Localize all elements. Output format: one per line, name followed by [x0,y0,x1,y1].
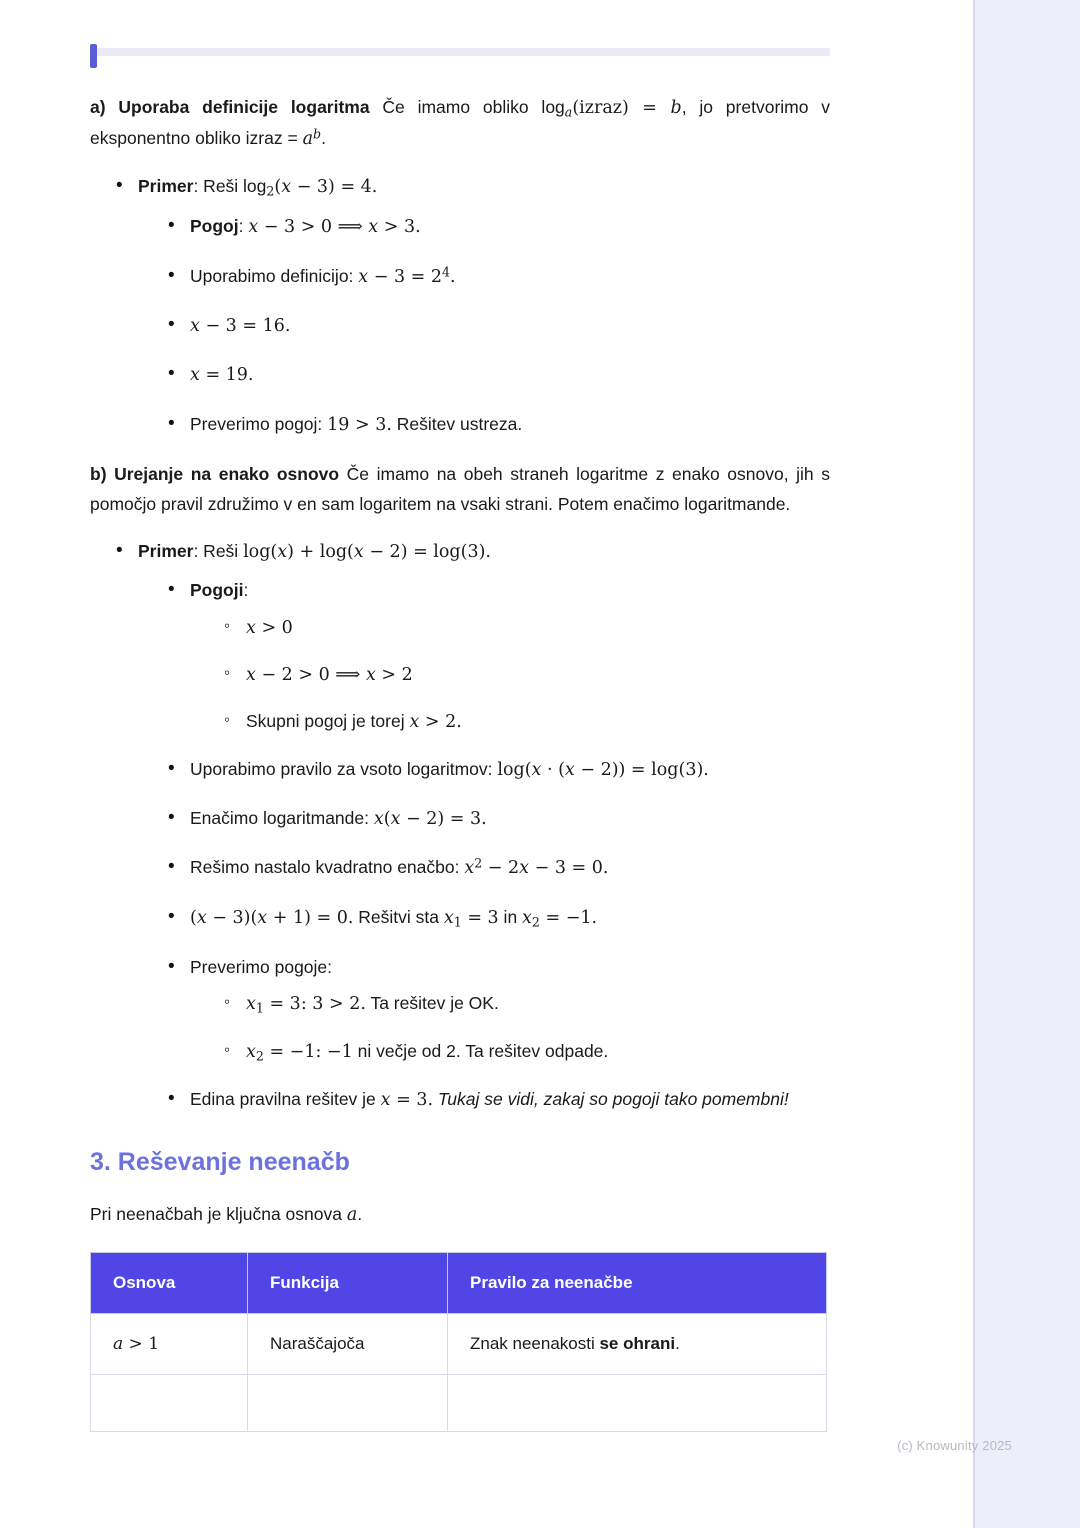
cell-pravilo: Znak neenakosti se ohrani. [448,1314,827,1375]
watermark: (c) Knowunity 2025 [897,1438,1012,1453]
section-a-text-4: , jo pretvorimo v eksponentno obliko izraz = [90,97,831,149]
section-a-text-5: $a^b$ [302,126,322,150]
cell-empty [448,1375,827,1432]
section-b-checks [190,989,830,1067]
section-b-text: Če imamo na obeh straneh logaritme z enako osnovo, jih s pomočjo pravil združimo v en sam logaritem na vsaki strani. Potem enačimo logaritmande. [90,463,830,514]
list-item: • Pogoj: x − 3 > 0 ⟹ x > 3. [168,212,830,241]
list-item: • Uporabimo definicijo: $x - 3 = 2^4$. [168,262,830,291]
list-item: ◦ Skupni pogoj je torej x > 2. [224,707,830,736]
example-label: Primer [138,176,194,197]
list-item: • Rešimo nastalo kvadratno enačbo: $x^2 - 2x - 3 = 0$. [168,853,830,882]
section-a-text-2: (izraz) = [572,98,671,118]
list-item: ◦ x − 2 > 0 ⟹ x > 2 [224,660,830,689]
section-b-paragraph [90,459,830,519]
example-text-post: (x − 3) = 4. [274,177,378,198]
section-a-text-3: b [670,98,682,118]
example-text-pre: : Reši log [193,176,267,197]
document-content [90,48,830,1432]
section-3-intro: Pri neenačbah je ključna osnova a. [90,1204,363,1226]
list-item: • x = 19. [168,360,830,389]
cell-empty [248,1375,448,1432]
section-a-text-1: Če imamo obliko log [369,97,565,117]
list-item: ◦ $x_1 = 3$: 3 > 2. Ta rešitev je OK. [224,989,830,1019]
list-item: ◦ $x_2 = -1$: −1 ni večje od 2. Ta rešitev odpade. [224,1037,830,1067]
example-log-base: 2 [266,183,275,199]
list-item: • Edina pravilna rešitev je x = 3. Tukaj se vidi, zakaj so pogoji tako pomembni! [168,1085,830,1114]
list-item: • Uporabimo pravilo za vsoto logaritmov: log(x · (x − 2)) = log(3). [168,755,830,784]
section-b-example-list [90,537,830,1114]
section-a-steps [138,212,830,439]
table-header-osnova: Osnova [91,1253,248,1314]
list-item [116,172,830,439]
list-item: • Enačimo logaritmande: x(x − 2) = 3. [168,804,830,833]
right-margin-strip [973,0,1080,1528]
example-label: Primer [138,541,194,562]
list-item: • x − 3 = 16. [168,311,830,340]
table-row-cutoff [91,1375,827,1432]
list-item: • Pogoji: ◦ x > 0 ◦ x − 2 > 0 ⟹ x > 2 ◦ Skupni pogoj je torej x > 2. [168,576,830,736]
section-a-log-sub: a [564,104,573,120]
rules-table [90,1252,827,1432]
conditions-label: Pogoji [190,580,244,601]
table-row [91,1314,827,1375]
list-item: ◦ x > 0 [224,613,830,642]
top-divider-bar [90,48,830,56]
table-header-pravilo: Pravilo za neenačbe [448,1253,827,1314]
section-b-conditions [190,613,830,737]
section-3-heading: 3. Reševanje neenačb [90,1148,350,1177]
table-header-row [91,1253,827,1314]
section-b-heading: b) Urejanje na enako osnovo [90,463,340,484]
cell-osnova: a > 1 [91,1314,248,1375]
section-a-example-list [90,172,830,439]
list-item: • Preverimo pogoje: ◦ $x_1 = 3$: 3 > 2. Ta rešitev je OK. ◦ $x_2 = -1$: −1 ni večje od 2. Ta rešitev odpade. [168,953,830,1067]
section-a-paragraph [90,92,830,154]
section-b-steps [138,576,830,1114]
section-a-heading: a) Uporaba definicije logaritma [90,97,370,117]
section-a-text-6: . [321,128,326,149]
step-label-pogoj: Pogoj [190,216,239,237]
final-italic-note: Tukaj se vidi, zakaj so pogoji tako pomembni! [437,1088,789,1109]
cell-empty [91,1375,248,1432]
table-header-funkcija: Funkcija [248,1253,448,1314]
list-item: • Preverimo pogoj: 19 > 3. Rešitev ustreza. [168,410,830,439]
list-item: • Primer: Reši log(x) + log(x − 2) = log(3). • Pogoji: ◦ x > 0 ◦ x − 2 > 0 ⟹ x > 2 ◦ Skupni pogoj je torej x > 2. • Uporabimo pravilo za vsoto logaritmov: log(x · (x − 2)) = log(3). • Enačimo logaritmande: x(x − 2) = 3. • Rešimo nastalo kvadratno enačbo: $x^2 - 2x - 3 = 0$. • (x − 3)(x + 1) = 0. Rešitvi sta $x_1 = 3$ in $x_2 = -1$. • Preverimo pogoje: ◦ $x_1 = 3$: 3 > 2. Ta rešitev je OK. ◦ $x_2 = -1$: −1 ni večje od 2. Ta rešitev odpade. • Edina pravilna rešitev je x = 3. Tukaj se vidi, zakaj so pogoji tako pomembni! [116,537,830,1114]
cell-funkcija: Naraščajoča [248,1314,448,1375]
list-item: • (x − 3)(x + 1) = 0. Rešitvi sta $x_1 = 3$ in $x_2 = -1$. [168,903,830,933]
